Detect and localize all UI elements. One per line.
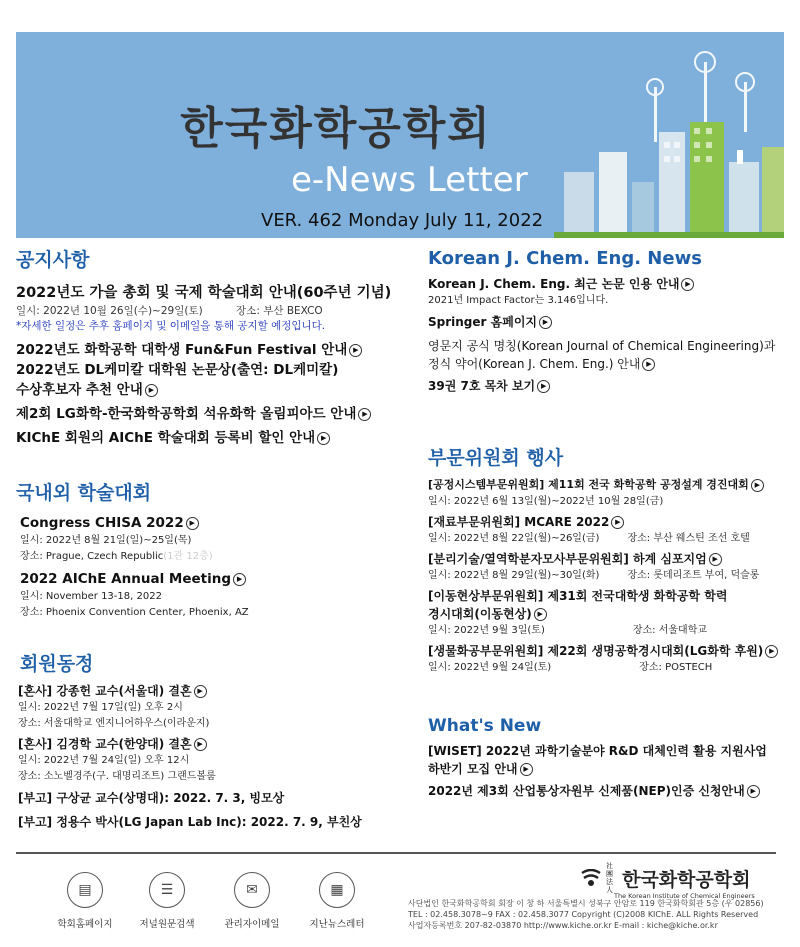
division-section-title: 부문위원회 행사 <box>428 447 564 469</box>
city-skyline-illustration <box>554 32 784 238</box>
email-icon: ✉ <box>234 872 270 908</box>
members-section-title: 회원동정 <box>20 653 94 675</box>
org-logo-mark: 社團法人 <box>606 862 613 894</box>
division-item[interactable] <box>428 587 788 605</box>
division-item-meta <box>428 531 788 547</box>
division-item-title: 경시대회(이동현상) <box>428 607 532 621</box>
arrow-right-icon[interactable]: ▶ <box>233 573 246 586</box>
member-item[interactable] <box>18 682 406 700</box>
kjce-section-title: Korean J. Chem. Eng. News <box>428 248 702 269</box>
notice-item[interactable] <box>16 340 406 360</box>
footer-contact-line: TEL : 02.458.3078~9 FAX : 02.458.3077 Copyright (C)2008 KIChE. ALL Rights Reserved <box>408 910 759 919</box>
notice-main-note: *자세한 일정은 추후 홈페이지 및 이메일을 통해 공지할 예정입니다. <box>16 320 326 332</box>
division-item[interactable] <box>428 550 788 568</box>
member-title: [혼사] 김경학 교수(한양대) 결혼 <box>18 737 192 751</box>
arrow-right-icon[interactable]: ▶ <box>611 516 624 529</box>
arrow-right-icon[interactable]: ▶ <box>145 384 158 397</box>
division-item[interactable] <box>428 476 788 494</box>
conference-place: 장소: Prague, Czech Republic <box>20 551 164 562</box>
arrow-right-icon[interactable]: ▶ <box>765 645 778 658</box>
footer-link-label: 지난뉴스레터 <box>309 919 365 930</box>
obituary-item[interactable]: [부고] 정용수 박사(LG Japan Lab Inc): 2022. 7. 9, 부친상 <box>18 815 362 829</box>
notice-item-label: KIChE 회원의 AIChE 학술대회 등록비 할인 안내 <box>16 430 316 446</box>
arrow-right-icon[interactable]: ▶ <box>747 785 760 798</box>
kjce-item[interactable] <box>428 313 788 331</box>
conference-place-line <box>20 549 406 565</box>
conference-item[interactable] <box>20 569 406 589</box>
arrow-right-icon[interactable]: ▶ <box>520 763 533 776</box>
left-column <box>16 245 406 831</box>
arrow-right-icon[interactable]: ▶ <box>194 685 207 698</box>
org-name-en: The Korean Institute of Chemical Engineers <box>614 892 755 900</box>
footer-link-journal[interactable] <box>127 872 207 930</box>
whatsnew-item-label: 2022년 제3회 산업통상자원부 신제품(NEP)인증 신청안내 <box>428 784 745 798</box>
notice-section-title: 공지사항 <box>16 249 90 271</box>
footer-link-homepage[interactable] <box>45 872 125 930</box>
notice-item[interactable] <box>16 380 406 400</box>
conference-date: 일시: November 13-18, 2022 <box>20 591 162 602</box>
notice-item[interactable] <box>16 428 406 448</box>
footer-divider <box>16 852 776 854</box>
whatsnew-item[interactable] <box>428 782 788 800</box>
kjce-name-line: 영문지 공식 명칭(Korean Journal of Chemical Engineering)과 <box>428 339 776 353</box>
kjce-item[interactable] <box>428 355 788 373</box>
kjce-item[interactable] <box>428 275 788 293</box>
division-item[interactable] <box>428 642 788 660</box>
division-item-place: 장소: 서울대학교 <box>632 625 708 636</box>
division-item-place: 장소: POSTECH <box>639 662 713 673</box>
arrow-right-icon[interactable]: ▶ <box>642 358 655 371</box>
arrow-right-icon[interactable]: ▶ <box>358 408 371 421</box>
notice-main-date: 일시: 2022년 10월 26일(수)~29일(토) <box>16 305 203 317</box>
footer-address-line: 사단법인 한국화학공학회 회장 이 창 하 서울특별시 성북구 안암로 119 한국화학회관 5층 (우 02856) <box>408 899 764 908</box>
division-item-date: 일시: 2022년 9월 3일(토) <box>428 625 545 636</box>
conference-place: 장소: Phoenix Convention Center, Phoenix, AZ <box>20 607 249 618</box>
kjce-item-label: 39권 7호 목차 보기 <box>428 379 536 393</box>
whatsnew-item[interactable] <box>428 760 788 778</box>
footer-link-label: 저널원문검색 <box>139 919 195 930</box>
notice-item-label: 제2회 LG화학-한국화학공학회 석유화학 올림피아드 안내 <box>16 406 357 422</box>
org-logo-row <box>580 862 780 894</box>
journal-search-icon: ☰ <box>149 872 185 908</box>
notice-main-meta <box>16 304 406 319</box>
division-item-meta <box>428 623 788 639</box>
whatsnew-section-title: What's New <box>428 716 542 736</box>
arrow-right-icon[interactable]: ▶ <box>349 344 362 357</box>
arrow-right-icon[interactable]: ▶ <box>709 553 722 566</box>
arrow-right-icon[interactable]: ▶ <box>317 432 330 445</box>
footer-link-label: 학회홈페이지 <box>57 919 113 930</box>
kiche-logo-icon <box>580 869 602 887</box>
conferences-section-title: 국내외 학술대회 <box>16 482 152 504</box>
arrow-right-icon[interactable]: ▶ <box>751 479 764 492</box>
arrow-right-icon[interactable]: ▶ <box>186 517 199 530</box>
notice-item-label: 2022년도 화학공학 대학생 Fun&Fun Festival 안내 <box>16 342 348 358</box>
kjce-item-label: Springer 홈페이지 <box>428 315 537 329</box>
notice-item-label: 2022년도 DL케미칼 대학원 논문상(출연: DL케미칼) <box>16 362 339 378</box>
member-place: 장소: 소노벨경주(구. 대명리조트) 그랜드볼룸 <box>18 771 216 782</box>
footer-link-newsletter[interactable] <box>297 872 377 930</box>
arrow-right-icon[interactable]: ▶ <box>537 380 550 393</box>
footer-link-label: 관리자이메일 <box>224 919 280 930</box>
division-item-title: [이동현상부문위원회] 제31회 전국대학생 화학공학 학력 <box>428 589 728 603</box>
kjce-item[interactable] <box>428 377 788 395</box>
division-item-title: [생물화공부문위원회] 제22회 생명공학경시대회(LG화학 후원) <box>428 644 764 658</box>
member-date: 일시: 2022년 7월 17일(일) 오후 2시 <box>18 702 183 713</box>
arrow-right-icon[interactable]: ▶ <box>681 278 694 291</box>
homepage-icon: ▤ <box>67 872 103 908</box>
newsletter-icon: ▦ <box>319 872 355 908</box>
arrow-right-icon[interactable]: ▶ <box>539 316 552 329</box>
division-item[interactable] <box>428 605 788 623</box>
division-item-title: [분리기술/열역학분자모사부문위원회] 하계 심포지엄 <box>428 552 707 566</box>
division-item-date: 일시: 2022년 6월 13일(월)~2022년 10월 28일(금) <box>428 496 664 507</box>
division-item-date: 일시: 2022년 8월 29일(월)~30일(화) <box>428 570 600 581</box>
member-date: 일시: 2022년 7월 24일(일) 오후 12시 <box>18 755 190 766</box>
notice-main-title[interactable]: 2022년도 가을 총회 및 국제 학술대회 안내(60주년 기념) <box>16 285 392 301</box>
division-item-place: 장소: 롯데리조트 부여, 덕슬롱 <box>627 570 760 581</box>
org-logo <box>580 862 780 900</box>
division-item-date: 일시: 2022년 9월 24일(토) <box>428 662 552 673</box>
division-item-title: [재료부문위원회] MCARE 2022 <box>428 515 610 529</box>
footer-registration-line[interactable]: 사업자등록번호 207-82-03870 http://www.kiche.or.kr E-mail : kiche@kiche.or.kr <box>408 921 718 930</box>
division-item-place: 장소: 부산 웨스틴 조선 호텔 <box>627 533 750 544</box>
kjce-item-label: Korean J. Chem. Eng. 최근 논문 인용 안내 <box>428 277 680 291</box>
kjce-impact-factor: 2021년 Impact Factor는 3.146입니다. <box>428 295 609 306</box>
arrow-right-icon[interactable]: ▶ <box>194 738 207 751</box>
conference-item[interactable] <box>20 513 406 533</box>
member-item[interactable] <box>18 735 406 753</box>
banner-title: 한국화학공학회 <box>180 103 492 154</box>
obituary-item[interactable]: [부고] 구상균 교수(상명대): 2022. 7. 3, 빙모상 <box>18 791 285 805</box>
conference-title: Congress CHISA 2022 <box>20 515 184 531</box>
member-title: [혼사] 강종헌 교수(서울대) 결혼 <box>18 684 192 698</box>
division-item-meta <box>428 660 788 676</box>
division-item-meta <box>428 568 788 584</box>
org-name: 한국화학공학회 <box>622 868 751 891</box>
conference-date: 일시: 2022년 8월 21일(일)~25일(목) <box>20 535 192 546</box>
banner-subtitle: e-News Letter <box>291 160 528 200</box>
whatsnew-item-label: 하반기 모집 안내 <box>428 762 518 776</box>
footer-address <box>408 898 788 931</box>
whatsnew-item-line[interactable]: [WISET] 2022년 과학기술분야 R&D 대체인력 활용 지원사업 <box>428 744 767 758</box>
notice-item-label: 수상후보자 추천 안내 <box>16 382 143 398</box>
footer-link-email[interactable] <box>212 872 292 930</box>
notice-main-place: 장소: 부산 BEXCO <box>236 305 323 317</box>
banner-version-date: VER. 462 Monday July 11, 2022 <box>261 210 544 231</box>
division-item-date: 일시: 2022년 8월 22일(월)~26일(금) <box>428 533 600 544</box>
member-place: 장소: 서울대학교 엔지니어하우스(이라운지) <box>18 718 210 729</box>
conference-ghost-text: (1관 12층) <box>163 551 213 562</box>
division-item[interactable] <box>428 513 788 531</box>
notice-item[interactable] <box>16 404 406 424</box>
notice-item[interactable] <box>16 360 406 380</box>
header-banner <box>16 32 784 238</box>
arrow-right-icon[interactable]: ▶ <box>534 608 547 621</box>
right-column <box>428 248 788 800</box>
kjce-item-label: 정식 약어(Korean J. Chem. Eng.) 안내 <box>428 357 641 371</box>
division-item-title: [공정시스템부문위원회] 제11회 전국 화학공학 공정설계 경진대회 <box>428 478 749 491</box>
conference-title: 2022 AIChE Annual Meeting <box>20 571 232 587</box>
